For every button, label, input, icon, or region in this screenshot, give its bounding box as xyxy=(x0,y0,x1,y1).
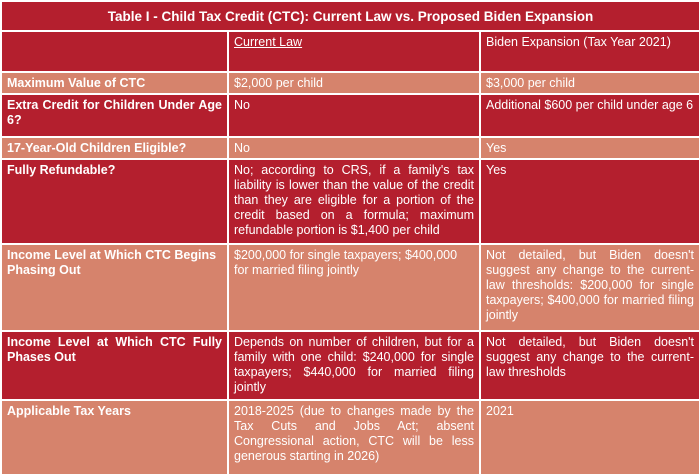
current-law-cell: No xyxy=(228,137,480,159)
row-label: 17-Year-Old Children Eligible? xyxy=(1,137,228,159)
current-law-cell: $200,000 for single taxpayers; $400,000 for married filing jointly xyxy=(228,244,480,331)
biden-cell: Additional $600 per child under age 6 xyxy=(480,94,699,137)
biden-cell: Yes xyxy=(480,137,699,159)
column-header-row xyxy=(1,31,699,72)
row-label: Income Level at Which CTC Begins Phasing Out xyxy=(1,244,228,331)
table-row xyxy=(1,159,699,244)
row-label: Fully Refundable? xyxy=(1,159,228,244)
table-row xyxy=(1,400,699,475)
table-row xyxy=(1,331,699,400)
row-label: Applicable Tax Years xyxy=(1,400,228,475)
biden-cell: $3,000 per child xyxy=(480,72,699,94)
current-law-cell: No xyxy=(228,94,480,137)
biden-cell: Yes xyxy=(480,159,699,244)
table-title-row xyxy=(1,1,699,31)
current-law-column-header: Current Law xyxy=(228,31,480,72)
biden-column-header: Biden Expansion (Tax Year 2021) xyxy=(480,31,699,72)
table-row xyxy=(1,72,699,94)
current-law-cell: No; according to CRS, if a family's tax liability is lower than the value of the credit than they are eligible for a portion of the credit based on a formula; maximum refundable portion is $1,400 per child xyxy=(228,159,480,244)
biden-cell: Not detailed, but Biden doesn't suggest any change to the current-law thresholds: $200,000 for single taxpayers; $400,000 for married filing jointly xyxy=(480,244,699,331)
feature-column-header xyxy=(1,31,228,72)
table-title: Table I - Child Tax Credit (CTC): Current Law vs. Proposed Biden Expansion xyxy=(1,1,699,31)
row-label: Income Level at Which CTC Fully Phases Out xyxy=(1,331,228,400)
row-label: Maximum Value of CTC xyxy=(1,72,228,94)
table-row xyxy=(1,244,699,331)
table-row xyxy=(1,137,699,159)
biden-cell: Not detailed, but Biden doesn't suggest any change to the current-law thresholds xyxy=(480,331,699,400)
current-law-cell: $2,000 per child xyxy=(228,72,480,94)
table-row xyxy=(1,94,699,137)
current-law-cell: Depends on number of children, but for a family with one child: $240,000 for single taxpayers; $440,000 for married filing jointly xyxy=(228,331,480,400)
biden-cell: 2021 xyxy=(480,400,699,475)
current-law-cell: 2018-2025 (due to changes made by the Tax Cuts and Jobs Act; absent Congressional action, CTC will be less generous starting in 2026) xyxy=(228,400,480,475)
row-label: Extra Credit for Children Under Age 6? xyxy=(1,94,228,137)
